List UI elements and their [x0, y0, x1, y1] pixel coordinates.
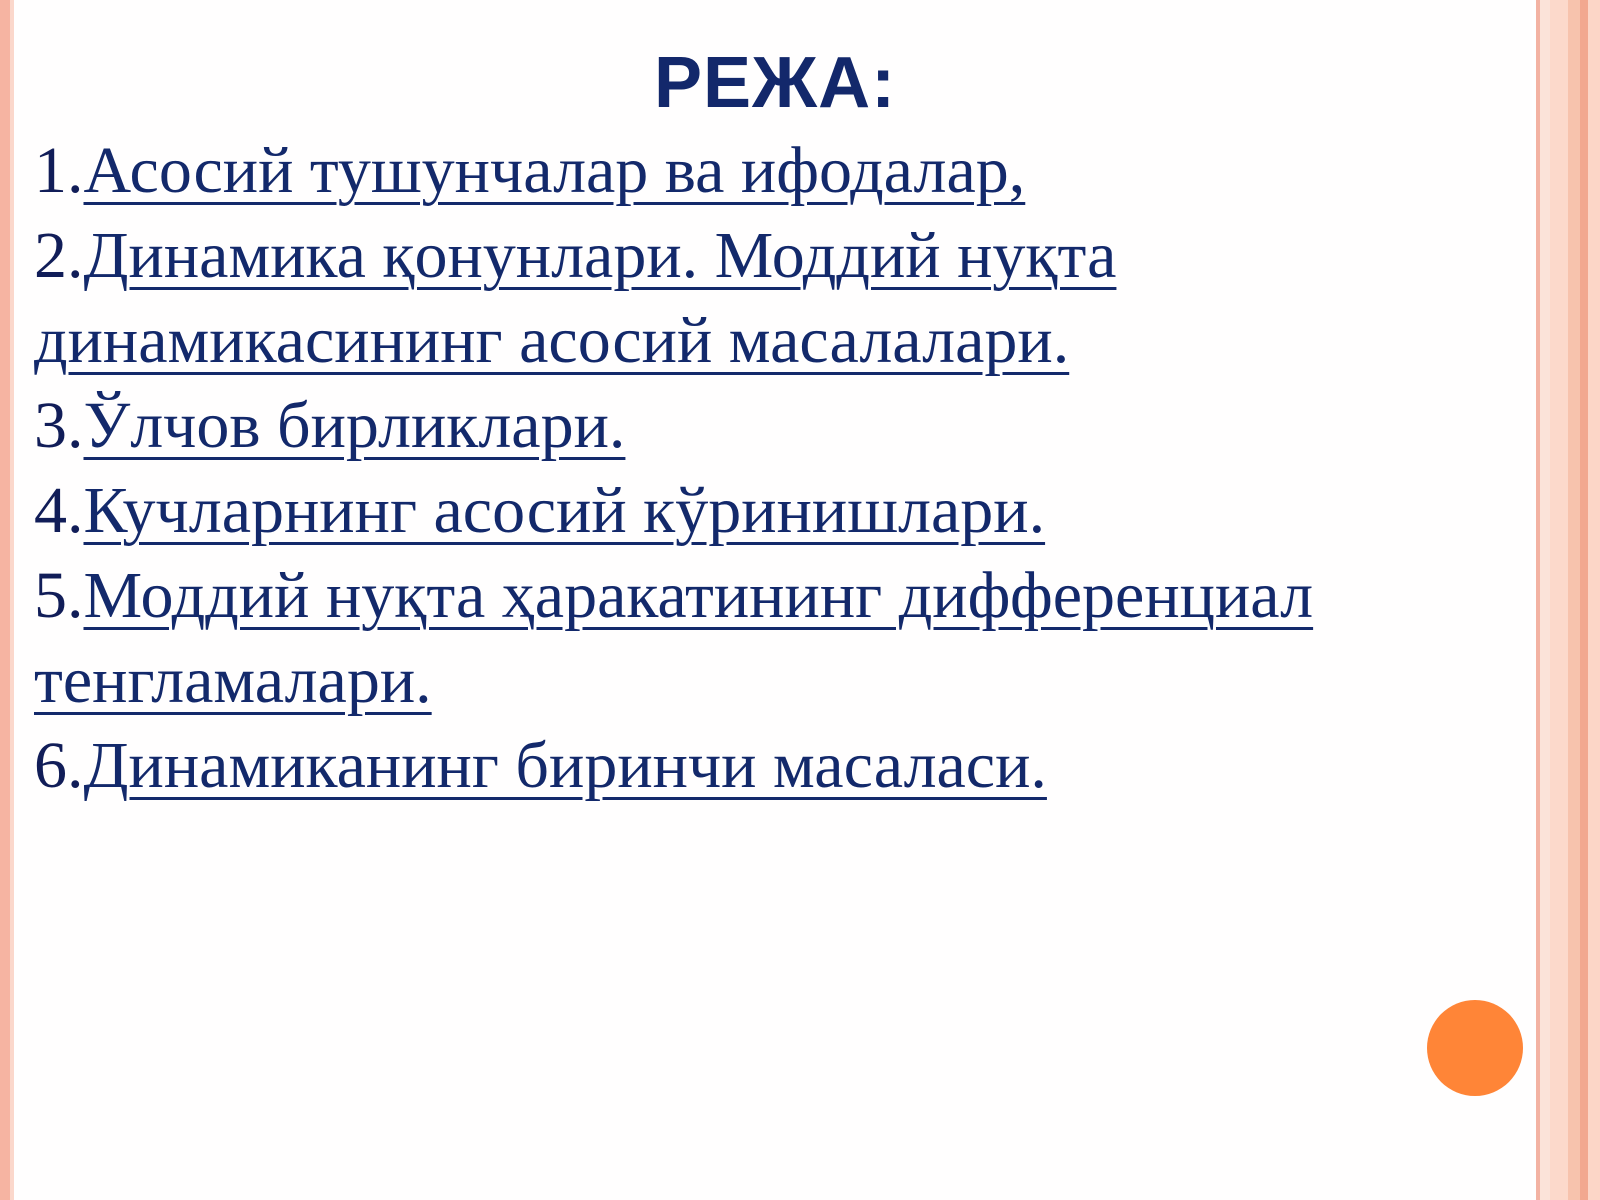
plan-item-3 — [34, 383, 1474, 468]
left-border-decoration — [0, 0, 20, 1200]
plan-list — [34, 128, 1474, 808]
right-border-decoration — [1532, 0, 1600, 1200]
plan-item-6 — [34, 723, 1474, 808]
plan-item-link[interactable]: Динамика қонунлари. Моддий нуқта динамикасининг асосий масалалари. — [34, 219, 1117, 377]
plan-item-number: 1. — [34, 134, 84, 207]
plan-item-link[interactable]: Кучларнинг асосий кўринишлари. — [83, 474, 1046, 547]
plan-item-number: 5. — [34, 559, 84, 632]
orange-circle-decoration — [1427, 1000, 1523, 1096]
plan-item-link[interactable]: Динамиканинг биринчи масаласи. — [83, 729, 1047, 802]
plan-item-2 — [34, 213, 1474, 383]
plan-item-number: 2. — [34, 219, 84, 292]
slide-title: РЕЖА: — [653, 43, 897, 123]
plan-item-link[interactable]: Моддий нуқта ҳаракатининг дифференциал тенгламалари. — [34, 559, 1314, 717]
plan-item-link[interactable]: Ўлчов бирликлари. — [83, 389, 626, 462]
plan-item-number: 3. — [34, 389, 84, 462]
plan-item-4 — [34, 468, 1474, 553]
plan-item-number: 4. — [34, 474, 84, 547]
plan-item-1 — [34, 128, 1474, 213]
plan-item-5 — [34, 553, 1474, 723]
plan-item-number: 6. — [34, 729, 84, 802]
plan-item-link[interactable]: Асосий тушунчалар ва ифодалар, — [83, 134, 1026, 207]
